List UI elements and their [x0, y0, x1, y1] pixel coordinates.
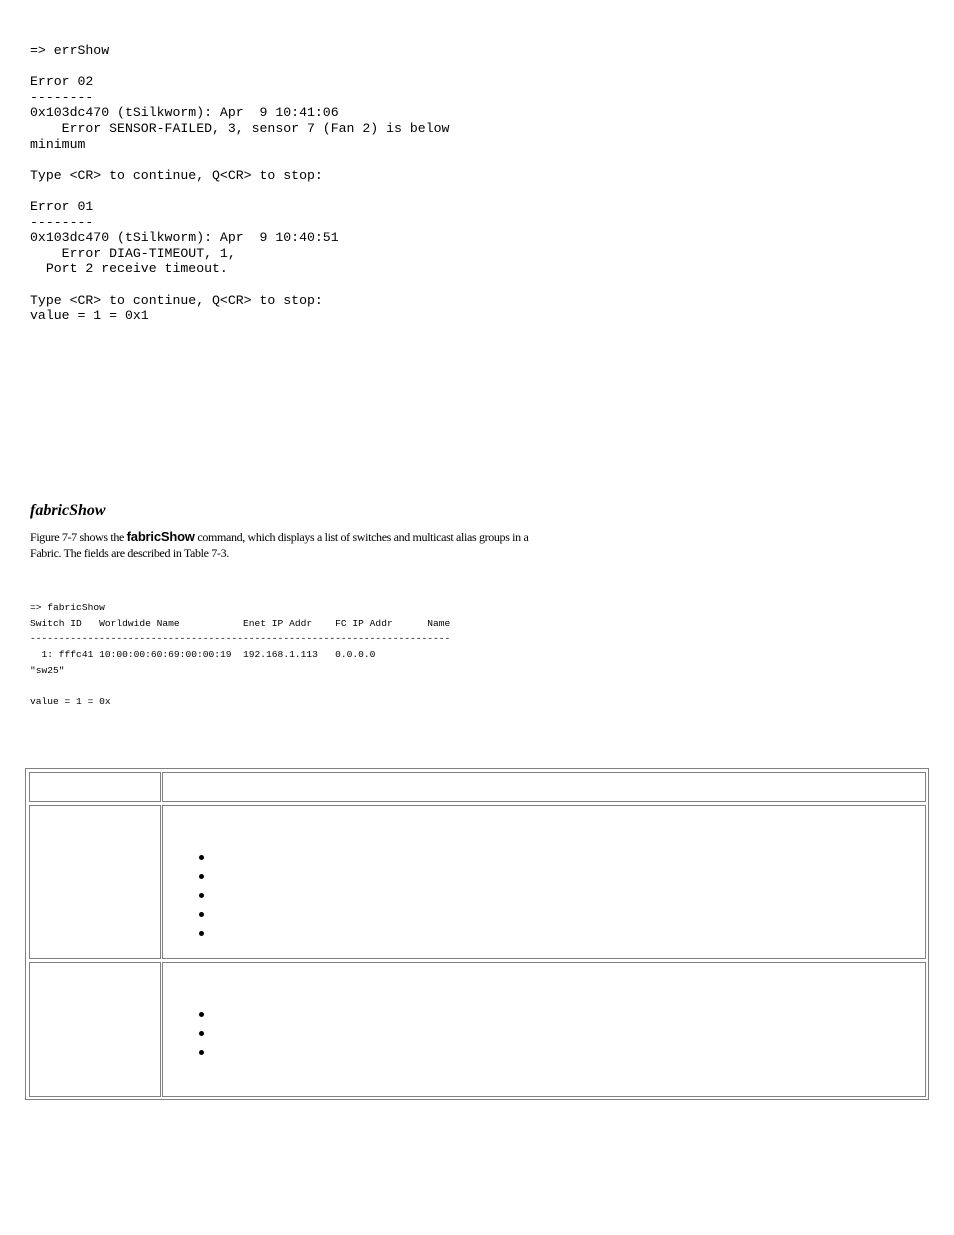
fields-table — [25, 768, 929, 1100]
table-row-1-description-cell — [162, 805, 926, 959]
description-text-start: Figure 7-7 shows the — [30, 530, 127, 544]
section-heading-fabricshow: fabricShow — [30, 502, 106, 519]
fabricshow-console-output: => fabricShow Switch ID Worldwide Name Enet IP Addr FC IP Addr Name ------------------------------------------------------------------------- 1: fffc41 10:00:00:60:69:00:00:19 192.168.1.113 0.0.0.0 "sw25" value = 1 = 0x — [30, 602, 451, 708]
table-row-2-field-cell — [29, 962, 161, 1097]
table-header-cell-description — [162, 772, 926, 802]
table-row-1-field-cell — [29, 805, 161, 959]
description-command-name: fabricShow — [126, 529, 195, 544]
errshow-console-output: => errShow Error 02 -------- 0x103dc470 (tSilkworm): Apr 9 10:41:06 Error SENSOR-FAILED, 3, sensor 7 (Fan 2) is below minimum Type <CR> to continue, Q<CR> to stop: Error 01 -------- 0x103dc470 (tSilkworm): Apr 9 10:40:51 Error DIAG-TIMEOUT, 1, Port 2 receive timeout. Type <CR> to continue, Q<CR> to stop: value = 1 = 0x1 — [30, 43, 450, 324]
description-text-end: command, which displays a list of switches and multicast alias groups in a Fabric. The fields are described in Table 7-3. — [30, 530, 529, 560]
fabricshow-description — [30, 529, 560, 561]
table-header-cell-field — [29, 772, 161, 802]
table-row-2-description-cell — [162, 962, 926, 1097]
